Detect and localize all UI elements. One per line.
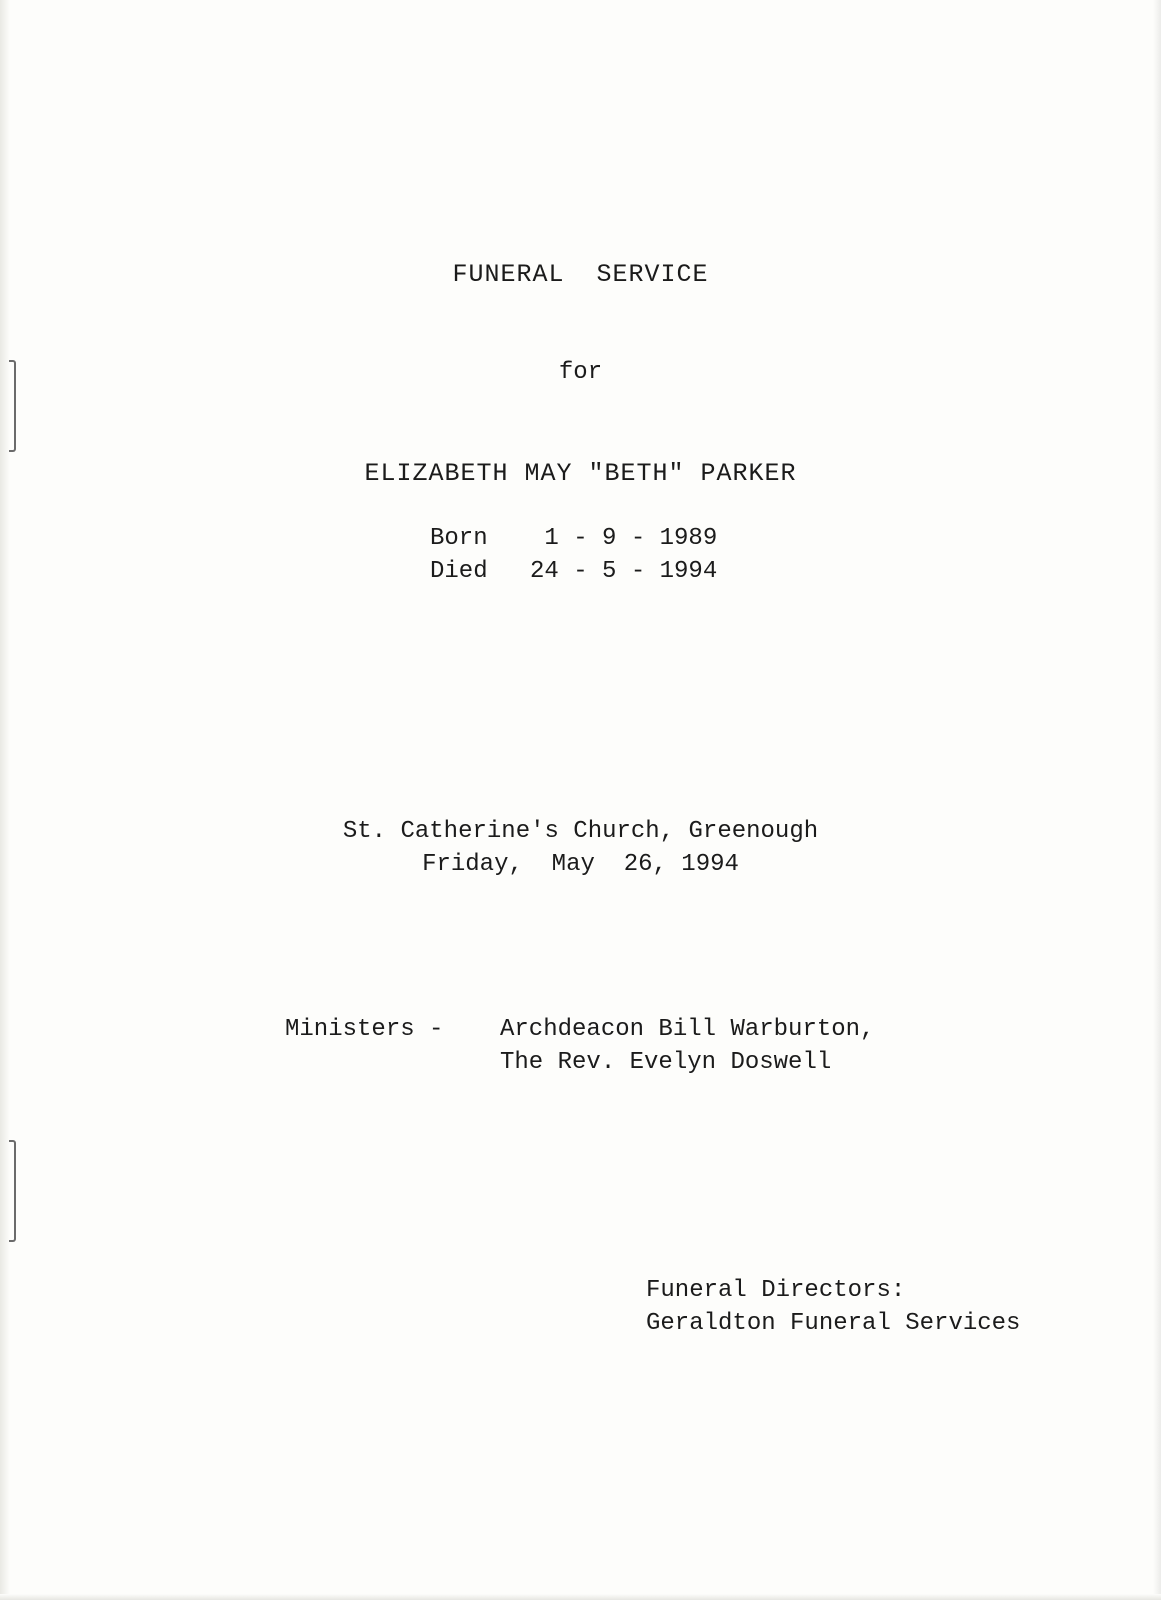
paper-right-edge [1153,0,1161,1600]
staple-bottom-icon [9,1140,16,1242]
paper-left-edge [0,0,10,1600]
life-dates [430,523,717,589]
died-date: 24 - 5 - 1994 [530,558,718,585]
service-date: Friday, May 26, 1994 [422,851,739,878]
died-row [430,556,717,589]
minister-name: The Rev. Evelyn Doswell [500,1049,832,1076]
ministers-names [500,1014,874,1080]
for-text: for [558,359,603,386]
born-label: Born [430,525,488,552]
directors-label: Funeral Directors: [646,1277,906,1304]
died-label: Died [430,558,488,585]
ministers-label: Ministers - [285,1016,444,1043]
minister-name: Archdeacon Bill Warburton, [500,1016,875,1043]
paper-bottom-edge [0,1594,1161,1600]
born-row [430,523,717,556]
funeral-directors-block [646,1275,1020,1341]
church-name: St. Catherine's Church, Greenough [342,818,819,845]
born-date: 1 - 9 - 1989 [530,525,718,552]
ministers-block [285,1014,874,1080]
deceased-name: ELIZABETH MAY "BETH" PARKER [364,459,797,488]
service-title: FUNERAL SERVICE [452,260,709,289]
directors-name: Geraldton Funeral Services [646,1310,1021,1337]
